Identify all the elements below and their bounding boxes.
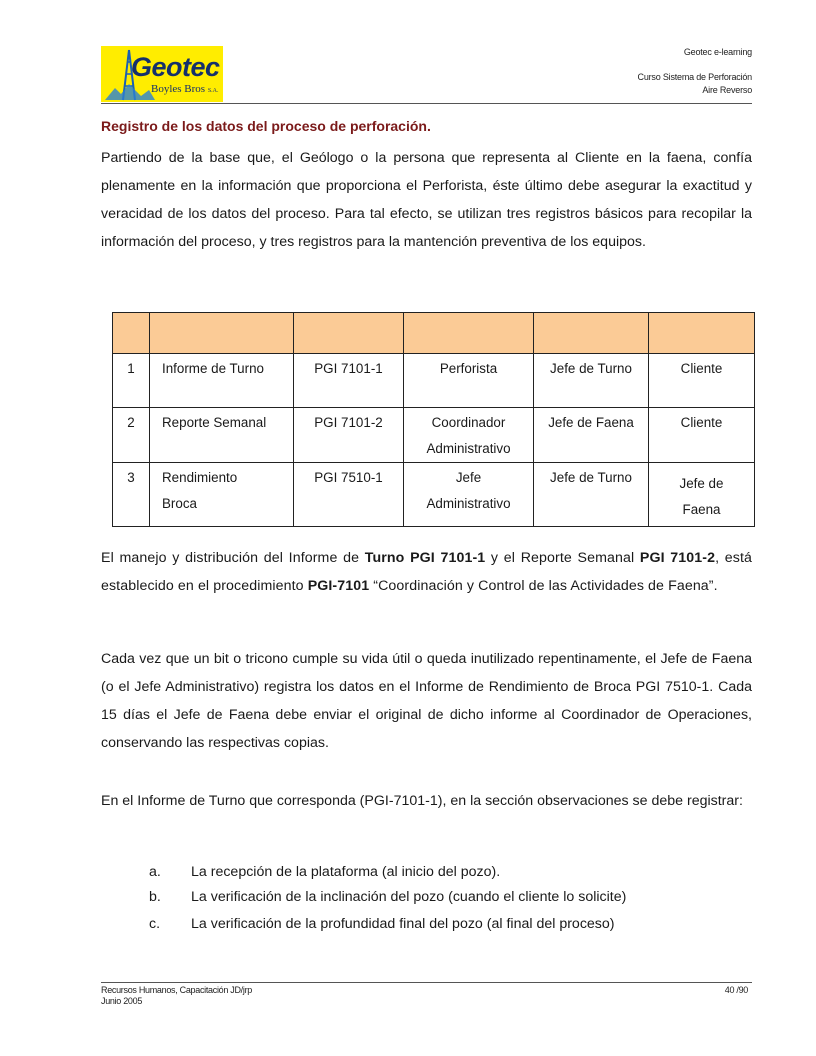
table-cell-record: Reporte Semanal — [150, 408, 294, 463]
p2-text: y el Reporte Semanal — [485, 550, 640, 566]
bit-paragraph: Cada vez que un bit o tricono cumple su vida útil o queda inutilizado repentinamente, el Jefe de Faena (o el Jefe Administrativo) registra los datos en el Informe de Rendimiento de Broca PGI 7510-1. Cada 15 días el Jefe de Faena debe enviar el original de dicho informe al Coordinador de Operaciones, conservando las respectivas copias. — [101, 651, 752, 751]
p2-bold: Turno PGI 7101-1 — [364, 550, 486, 566]
table-cell-code: PGI 7101-2 — [294, 408, 404, 463]
table-row — [113, 354, 755, 408]
table-cell-number: 2 — [113, 408, 150, 463]
table-header-cell — [294, 313, 404, 354]
p2-text: “Coordinación y Control de las Actividades de Faena”. — [369, 578, 718, 594]
list-item — [149, 910, 615, 938]
list-text: La verificación de la profundidad final del pozo (al final del proceso) — [191, 916, 615, 932]
page-number: 40 /90 — [724, 985, 748, 995]
header-line-3: Aire Reverso — [702, 85, 752, 95]
footer-divider — [101, 982, 752, 983]
table-cell-role: Jefe Administrativo — [404, 463, 534, 527]
header-divider — [101, 103, 752, 104]
logo-sa: S.A. — [207, 88, 219, 94]
table-header-cell — [534, 313, 649, 354]
logo-subtitle — [151, 83, 219, 95]
table-cell-role: Coordinador Administrativo — [404, 408, 534, 463]
footer-line-2: Junio 2005 — [101, 996, 143, 1006]
list-marker: b. — [149, 889, 161, 905]
table-header-cell — [649, 313, 755, 354]
list-marker: c. — [149, 916, 161, 932]
header-line-2: Curso Sistema de Perforación — [637, 72, 752, 82]
section-title: Registro de los datos del proceso de perforación. — [101, 118, 431, 134]
table-row — [113, 408, 755, 463]
header-line-1: Geotec e-learning — [683, 47, 752, 57]
p2-text: , está establecido en el procedimiento — [101, 550, 753, 594]
table-row — [113, 463, 755, 527]
distribution-paragraph — [101, 544, 752, 600]
observations-paragraph: En el Informe de Turno que corresponda (PGI-7101-1), en la sección observaciones se debe registrar: — [101, 793, 743, 809]
table-cell-code: PGI 7101-1 — [294, 354, 404, 408]
table-cell-code: PGI 7510-1 — [294, 463, 404, 527]
table-cell-number: 1 — [113, 354, 150, 408]
intro-paragraph: Partiendo de la base que, el Geólogo o la persona que representa al Cliente en la faena, confía plenamente en la información que proporciona el Perforista, éste último debe asegurar la exactitud y veracidad de los datos del proceso. Para tal efecto, se utilizan tres registros básicos para recopilar la información del proceso, y tres registros para la mantención preventiva de los equipos. — [101, 150, 752, 250]
list-marker: a. — [149, 864, 161, 880]
table-cell-record: Rendimiento Broca — [150, 463, 294, 527]
p2-bold: PGI 7101-2 — [639, 550, 716, 566]
list-item — [149, 883, 626, 911]
company-logo — [101, 46, 223, 102]
p2-text: El manejo y distribución del Informe de — [101, 550, 365, 566]
table-cell-record: Informe de Turno — [150, 354, 294, 408]
p2-bold: PGI-7101 — [307, 578, 370, 594]
table-header-cell — [404, 313, 534, 354]
table-header-row — [113, 313, 755, 354]
logo-sub-text: Boyles Bros — [151, 83, 206, 95]
table-header-cell — [113, 313, 150, 354]
list-text: La recepción de la plataforma (al inicio del pozo). — [191, 864, 501, 880]
records-table — [112, 312, 755, 527]
table-cell-role: Jefe de Faena — [534, 408, 649, 463]
table-cell-role: Perforista — [404, 354, 534, 408]
table-cell-role: Cliente — [649, 354, 755, 408]
table-cell-role: Jefe de Turno — [534, 354, 649, 408]
table-header-cell — [150, 313, 294, 354]
list-text: La verificación de la inclinación del pozo (cuando el cliente lo solicite) — [191, 889, 627, 905]
table-cell-role: Jefe de Turno — [534, 463, 649, 527]
logo-name: Geotec — [131, 52, 220, 82]
table-cell-role: Cliente — [649, 408, 755, 463]
list-item — [149, 858, 500, 886]
table-cell-role: Jefe de Faena — [649, 463, 755, 527]
table-cell-number: 3 — [113, 463, 150, 527]
footer-line-1: Recursos Humanos, Capacitación JD/jrp — [101, 985, 252, 995]
